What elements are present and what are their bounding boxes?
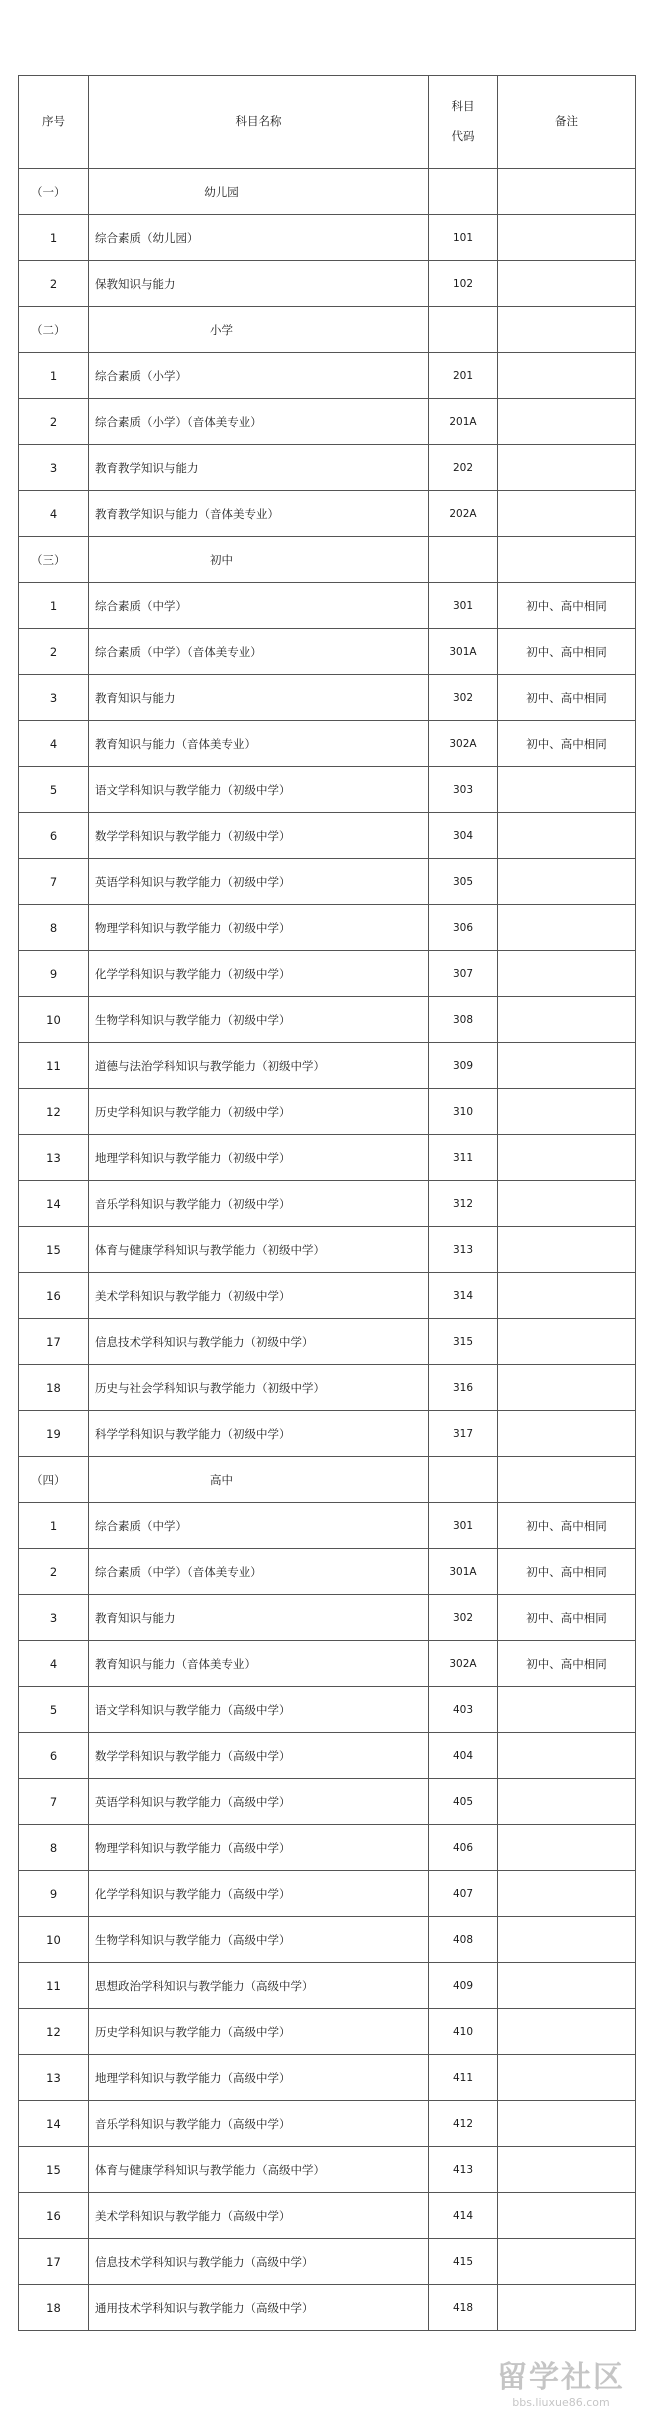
- table-row: [19, 1043, 636, 1089]
- table-row: [19, 215, 636, 261]
- cell-remark: [498, 169, 636, 215]
- cell-subject-code: 311: [429, 1135, 498, 1181]
- cell-subject-code: 309: [429, 1043, 498, 1089]
- cell-serial-number: 11: [19, 1043, 89, 1089]
- table-row: [19, 2285, 636, 2331]
- cell-subject-name: 综合素质（幼儿园）: [89, 215, 429, 261]
- cell-subject-name: 教育知识与能力: [89, 675, 429, 721]
- cell-remark: 初中、高中相同: [498, 1595, 636, 1641]
- cell-remark: [498, 491, 636, 537]
- cell-subject-code: 102: [429, 261, 498, 307]
- table-row: [19, 997, 636, 1043]
- cell-serial-number: 5: [19, 767, 89, 813]
- cell-subject-name: 信息技术学科知识与教学能力（高级中学）: [89, 2239, 429, 2285]
- cell-subject-code: 306: [429, 905, 498, 951]
- section-row: [19, 1457, 636, 1503]
- section-row: [19, 537, 636, 583]
- cell-subject-code: 201A: [429, 399, 498, 445]
- cell-subject-name: 历史学科知识与教学能力（高级中学）: [89, 2009, 429, 2055]
- cell-subject-code: 315: [429, 1319, 498, 1365]
- cell-subject-name: 初中: [89, 537, 429, 583]
- cell-remark: [498, 767, 636, 813]
- table-row: [19, 2193, 636, 2239]
- cell-serial-number: 19: [19, 1411, 89, 1457]
- cell-remark: [498, 1043, 636, 1089]
- cell-subject-code: 302: [429, 675, 498, 721]
- cell-remark: [498, 2055, 636, 2101]
- table-row: [19, 2147, 636, 2193]
- header-remark: 备注: [498, 76, 636, 169]
- cell-serial-number: 4: [19, 1641, 89, 1687]
- cell-serial-number: 2: [19, 399, 89, 445]
- cell-serial-number: 7: [19, 1779, 89, 1825]
- table-row: [19, 813, 636, 859]
- cell-serial-number: 8: [19, 905, 89, 951]
- table-row: [19, 859, 636, 905]
- cell-serial-number: 9: [19, 951, 89, 997]
- cell-subject-name: 教育教学知识与能力: [89, 445, 429, 491]
- cell-subject-name: 地理学科知识与教学能力（初级中学）: [89, 1135, 429, 1181]
- cell-subject-code: 317: [429, 1411, 498, 1457]
- table-row: [19, 1365, 636, 1411]
- cell-subject-name: 综合素质（中学）: [89, 583, 429, 629]
- cell-remark: 初中、高中相同: [498, 629, 636, 675]
- cell-remark: [498, 2101, 636, 2147]
- cell-subject-name: 英语学科知识与教学能力（初级中学）: [89, 859, 429, 905]
- cell-subject-name: 数学学科知识与教学能力（初级中学）: [89, 813, 429, 859]
- cell-subject-code: 304: [429, 813, 498, 859]
- cell-remark: [498, 1227, 636, 1273]
- cell-serial-number: 6: [19, 813, 89, 859]
- cell-subject-name: 信息技术学科知识与教学能力（初级中学）: [89, 1319, 429, 1365]
- cell-subject-name: 体育与健康学科知识与教学能力（高级中学）: [89, 2147, 429, 2193]
- section-row: [19, 307, 636, 353]
- table-row: [19, 491, 636, 537]
- cell-remark: [498, 1411, 636, 1457]
- cell-serial-number: 15: [19, 2147, 89, 2193]
- cell-serial-number: 4: [19, 721, 89, 767]
- cell-subject-name: 体育与健康学科知识与教学能力（初级中学）: [89, 1227, 429, 1273]
- cell-remark: [498, 1365, 636, 1411]
- cell-serial-number: 2: [19, 1549, 89, 1595]
- cell-subject-code: 301A: [429, 629, 498, 675]
- cell-subject-code: 403: [429, 1687, 498, 1733]
- cell-subject-name: 综合素质（中学）（音体美专业）: [89, 1549, 429, 1595]
- cell-subject-code: 409: [429, 1963, 498, 2009]
- cell-subject-code: [429, 537, 498, 583]
- cell-serial-number: 12: [19, 1089, 89, 1135]
- table-body: [19, 169, 636, 2331]
- table-row: [19, 675, 636, 721]
- cell-subject-code: 305: [429, 859, 498, 905]
- cell-subject-name: 教育知识与能力: [89, 1595, 429, 1641]
- cell-serial-number: 14: [19, 2101, 89, 2147]
- cell-subject-name: 化学学科知识与教学能力（高级中学）: [89, 1871, 429, 1917]
- cell-subject-code: 312: [429, 1181, 498, 1227]
- cell-remark: [498, 1135, 636, 1181]
- cell-subject-code: 407: [429, 1871, 498, 1917]
- cell-subject-code: 415: [429, 2239, 498, 2285]
- cell-serial-number: 9: [19, 1871, 89, 1917]
- table-row: [19, 905, 636, 951]
- cell-subject-name: 教育教学知识与能力（音体美专业）: [89, 491, 429, 537]
- cell-subject-code: 101: [429, 215, 498, 261]
- cell-remark: [498, 2239, 636, 2285]
- cell-subject-name: 数学学科知识与教学能力（高级中学）: [89, 1733, 429, 1779]
- table-row: [19, 2055, 636, 2101]
- cell-remark: [498, 859, 636, 905]
- cell-remark: [498, 1319, 636, 1365]
- cell-subject-code: 202A: [429, 491, 498, 537]
- table-row: [19, 1963, 636, 2009]
- header-subject-name: 科目名称: [89, 76, 429, 169]
- table-row: [19, 1549, 636, 1595]
- cell-subject-name: 生物学科知识与教学能力（初级中学）: [89, 997, 429, 1043]
- cell-subject-name: 化学学科知识与教学能力（初级中学）: [89, 951, 429, 997]
- cell-serial-number: 1: [19, 215, 89, 261]
- cell-subject-name: 综合素质（小学）: [89, 353, 429, 399]
- cell-subject-name: 通用技术学科知识与教学能力（高级中学）: [89, 2285, 429, 2331]
- cell-serial-number: 15: [19, 1227, 89, 1273]
- table-row: [19, 1135, 636, 1181]
- cell-subject-code: 413: [429, 2147, 498, 2193]
- cell-subject-code: 308: [429, 997, 498, 1043]
- table-row: [19, 1871, 636, 1917]
- cell-serial-number: 3: [19, 445, 89, 491]
- cell-serial-number: 3: [19, 1595, 89, 1641]
- cell-serial-number: （二）: [19, 307, 89, 353]
- cell-remark: 初中、高中相同: [498, 1641, 636, 1687]
- cell-serial-number: （一）: [19, 169, 89, 215]
- header-subject-code-line1: 科目: [451, 99, 475, 114]
- table-row: [19, 1917, 636, 1963]
- cell-serial-number: 1: [19, 583, 89, 629]
- cell-subject-name: 综合素质（中学）（音体美专业）: [89, 629, 429, 675]
- table-row: [19, 1503, 636, 1549]
- cell-remark: 初中、高中相同: [498, 1549, 636, 1595]
- cell-subject-code: 414: [429, 2193, 498, 2239]
- cell-subject-name: 物理学科知识与教学能力（初级中学）: [89, 905, 429, 951]
- cell-remark: [498, 1733, 636, 1779]
- cell-subject-name: 英语学科知识与教学能力（高级中学）: [89, 1779, 429, 1825]
- table-row: [19, 629, 636, 675]
- table-row: [19, 1641, 636, 1687]
- cell-subject-name: 物理学科知识与教学能力（高级中学）: [89, 1825, 429, 1871]
- cell-subject-code: 302A: [429, 721, 498, 767]
- table-row: [19, 1687, 636, 1733]
- cell-remark: [498, 1181, 636, 1227]
- cell-remark: [498, 353, 636, 399]
- cell-subject-name: 音乐学科知识与教学能力（高级中学）: [89, 2101, 429, 2147]
- cell-serial-number: 13: [19, 2055, 89, 2101]
- cell-remark: [498, 307, 636, 353]
- table-row: [19, 1779, 636, 1825]
- cell-subject-code: 412: [429, 2101, 498, 2147]
- cell-subject-name: 综合素质（中学）: [89, 1503, 429, 1549]
- table-row: [19, 583, 636, 629]
- cell-subject-code: 408: [429, 1917, 498, 1963]
- cell-subject-code: 301: [429, 583, 498, 629]
- cell-subject-name: 幼儿园: [89, 169, 429, 215]
- cell-remark: [498, 1917, 636, 1963]
- cell-subject-name: 思想政治学科知识与教学能力（高级中学）: [89, 1963, 429, 2009]
- cell-subject-code: 406: [429, 1825, 498, 1871]
- cell-remark: [498, 1687, 636, 1733]
- cell-subject-code: 316: [429, 1365, 498, 1411]
- cell-serial-number: 7: [19, 859, 89, 905]
- cell-subject-name: 美术学科知识与教学能力（高级中学）: [89, 2193, 429, 2239]
- table-row: [19, 1733, 636, 1779]
- table-row: [19, 261, 636, 307]
- cell-subject-code: 301: [429, 1503, 498, 1549]
- cell-remark: [498, 399, 636, 445]
- cell-subject-code: 418: [429, 2285, 498, 2331]
- cell-serial-number: 14: [19, 1181, 89, 1227]
- table-row: [19, 1273, 636, 1319]
- cell-subject-code: 302: [429, 1595, 498, 1641]
- cell-serial-number: 18: [19, 1365, 89, 1411]
- cell-subject-name: 历史与社会学科知识与教学能力（初级中学）: [89, 1365, 429, 1411]
- cell-serial-number: 3: [19, 675, 89, 721]
- watermark-url: bbs.liuxue86.com: [512, 2396, 610, 2409]
- cell-remark: [498, 2193, 636, 2239]
- table-row: [19, 1227, 636, 1273]
- cell-remark: 初中、高中相同: [498, 721, 636, 767]
- table-row: [19, 951, 636, 997]
- table-row: [19, 2009, 636, 2055]
- cell-subject-name: 语文学科知识与教学能力（高级中学）: [89, 1687, 429, 1733]
- cell-serial-number: 5: [19, 1687, 89, 1733]
- cell-subject-name: 科学学科知识与教学能力（初级中学）: [89, 1411, 429, 1457]
- cell-serial-number: 17: [19, 2239, 89, 2285]
- cell-serial-number: 16: [19, 2193, 89, 2239]
- cell-serial-number: 2: [19, 629, 89, 675]
- cell-subject-code: [429, 307, 498, 353]
- cell-subject-name: 生物学科知识与教学能力（高级中学）: [89, 1917, 429, 1963]
- header-subject-code-line2: 代码: [451, 129, 475, 143]
- cell-remark: [498, 2147, 636, 2193]
- cell-subject-code: 303: [429, 767, 498, 813]
- site-watermark: [486, 2361, 636, 2417]
- cell-subject-name: 综合素质（小学）（音体美专业）: [89, 399, 429, 445]
- cell-subject-code: 307: [429, 951, 498, 997]
- cell-remark: [498, 2009, 636, 2055]
- cell-subject-name: 地理学科知识与教学能力（高级中学）: [89, 2055, 429, 2101]
- cell-remark: [498, 2285, 636, 2331]
- cell-remark: [498, 813, 636, 859]
- table-header: [19, 76, 636, 169]
- cell-serial-number: （四）: [19, 1457, 89, 1503]
- exam-subject-table: [18, 75, 636, 2331]
- table-row: [19, 1319, 636, 1365]
- cell-subject-code: 405: [429, 1779, 498, 1825]
- cell-remark: [498, 445, 636, 491]
- cell-serial-number: 12: [19, 2009, 89, 2055]
- table-row: [19, 2239, 636, 2285]
- cell-serial-number: 10: [19, 997, 89, 1043]
- cell-subject-code: 410: [429, 2009, 498, 2055]
- cell-remark: [498, 1963, 636, 2009]
- cell-subject-code: 411: [429, 2055, 498, 2101]
- table-row: [19, 1411, 636, 1457]
- cell-subject-name: 历史学科知识与教学能力（初级中学）: [89, 1089, 429, 1135]
- cell-remark: [498, 905, 636, 951]
- cell-serial-number: 10: [19, 1917, 89, 1963]
- cell-serial-number: 17: [19, 1319, 89, 1365]
- cell-remark: [498, 997, 636, 1043]
- cell-subject-code: 301A: [429, 1549, 498, 1595]
- cell-remark: 初中、高中相同: [498, 583, 636, 629]
- cell-serial-number: 16: [19, 1273, 89, 1319]
- cell-remark: [498, 261, 636, 307]
- table-row: [19, 1595, 636, 1641]
- table-row: [19, 445, 636, 491]
- cell-subject-name: 美术学科知识与教学能力（初级中学）: [89, 1273, 429, 1319]
- cell-subject-code: 202: [429, 445, 498, 491]
- table-row: [19, 2101, 636, 2147]
- table-row: [19, 1089, 636, 1135]
- cell-subject-name: 音乐学科知识与教学能力（初级中学）: [89, 1181, 429, 1227]
- cell-serial-number: 1: [19, 353, 89, 399]
- cell-serial-number: 6: [19, 1733, 89, 1779]
- cell-remark: [498, 1089, 636, 1135]
- header-row: [19, 76, 636, 169]
- cell-subject-name: 保教知识与能力: [89, 261, 429, 307]
- cell-subject-code: 302A: [429, 1641, 498, 1687]
- cell-remark: [498, 951, 636, 997]
- cell-subject-name: 教育知识与能力（音体美专业）: [89, 721, 429, 767]
- cell-subject-name: 小学: [89, 307, 429, 353]
- cell-serial-number: 4: [19, 491, 89, 537]
- table-row: [19, 721, 636, 767]
- cell-remark: 初中、高中相同: [498, 1503, 636, 1549]
- cell-subject-code: [429, 1457, 498, 1503]
- header-serial-number: 序号: [19, 76, 89, 169]
- table-row: [19, 399, 636, 445]
- cell-subject-code: 310: [429, 1089, 498, 1135]
- cell-serial-number: （三）: [19, 537, 89, 583]
- cell-remark: 初中、高中相同: [498, 675, 636, 721]
- section-row: [19, 169, 636, 215]
- table-row: [19, 1825, 636, 1871]
- cell-remark: [498, 537, 636, 583]
- cell-subject-code: 404: [429, 1733, 498, 1779]
- header-subject-code: [429, 76, 498, 169]
- cell-serial-number: 13: [19, 1135, 89, 1181]
- cell-serial-number: 11: [19, 1963, 89, 2009]
- cell-subject-name: 高中: [89, 1457, 429, 1503]
- cell-serial-number: 8: [19, 1825, 89, 1871]
- cell-subject-name: 道德与法治学科知识与教学能力（初级中学）: [89, 1043, 429, 1089]
- cell-remark: [498, 1779, 636, 1825]
- cell-remark: [498, 1457, 636, 1503]
- cell-remark: [498, 215, 636, 261]
- cell-subject-name: 语文学科知识与教学能力（初级中学）: [89, 767, 429, 813]
- table-row: [19, 767, 636, 813]
- cell-serial-number: 18: [19, 2285, 89, 2331]
- cell-subject-code: [429, 169, 498, 215]
- cell-serial-number: 1: [19, 1503, 89, 1549]
- cell-subject-code: 201: [429, 353, 498, 399]
- table-row: [19, 1181, 636, 1227]
- table-row: [19, 353, 636, 399]
- watermark-logo-text: 留学社区: [497, 2360, 625, 2395]
- cell-remark: [498, 1871, 636, 1917]
- cell-subject-code: 314: [429, 1273, 498, 1319]
- cell-subject-name: 教育知识与能力（音体美专业）: [89, 1641, 429, 1687]
- cell-subject-code: 313: [429, 1227, 498, 1273]
- cell-serial-number: 2: [19, 261, 89, 307]
- cell-remark: [498, 1825, 636, 1871]
- cell-remark: [498, 1273, 636, 1319]
